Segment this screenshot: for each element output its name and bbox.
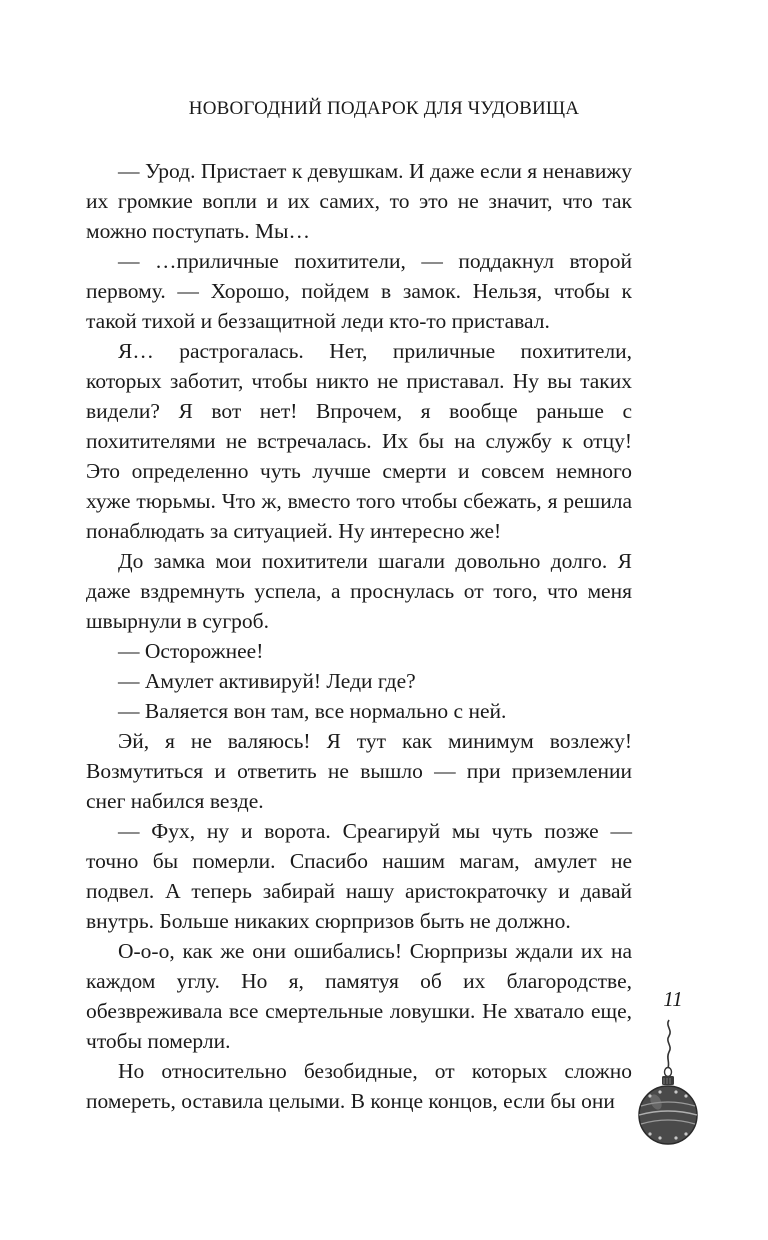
paragraph: Я… растрогалась. Нет, приличные похитители, которых заботит, чтобы никто не приставал. Ну вы таких видели? Я вот нет! Впрочем, я вообще раньше с похитителями не встречалась. Их бы на службу к отцу! Это определенно чуть лучше смерти и совсем немного хуже тюрьмы. Что ж, вместо того чтобы сбежать, я решила понаблюдать за ситуацией. Ну интересно же! bbox=[86, 339, 632, 543]
christmas-bauble-icon bbox=[636, 1018, 698, 1158]
page-number: 11 bbox=[663, 987, 683, 1011]
paragraph: — Валяется вон там, все нормально с ней. bbox=[118, 699, 507, 723]
paragraph: Эй, я не валяюсь! Я тут как минимум возлежу! Возмутиться и ответить не вышло — при приземлении снег набился везде. bbox=[86, 729, 632, 813]
paragraph: — Амулет активируй! Леди где? bbox=[118, 669, 416, 693]
paragraph: — Фух, ну и ворота. Среагируй мы чуть позже — точно бы померли. Спасибо нашим магам, амулет не подвел. А теперь забирай нашу аристократочку и давай внутрь. Больше никаких сюрпризов быть не должно. bbox=[86, 819, 632, 933]
paragraph: До замка мои похитители шагали довольно долго. Я даже вздремнуть успела, а проснулась от того, что меня швырнули в сугроб. bbox=[86, 549, 632, 633]
body-text bbox=[86, 156, 632, 1116]
paragraph: — Урод. Пристает к девушкам. И даже если я ненавижу их громкие вопли и их самих, то это не значит, что так можно поступать. Мы… bbox=[86, 159, 632, 243]
running-head-title: НОВОГОДНИЙ ПОДАРОК ДЛЯ ЧУДОВИЩА bbox=[188, 98, 580, 119]
paragraph: Но относительно безобидные, от которых сложно помереть, оставила целыми. В конце концов, если бы они bbox=[86, 1059, 632, 1113]
paragraph: — …приличные похитители, — поддакнул второй первому. — Хорошо, пойдем в замок. Нельзя, чтобы к такой тихой и беззащитной леди кто-то приставал. bbox=[86, 249, 632, 333]
paragraph: — Осторожнее! bbox=[118, 639, 264, 663]
paragraph: О-о-о, как же они ошибались! Сюрпризы ждали их на каждом углу. Но я, памятуя об их благородстве, обезвреживала все смертельные ловушки. Не хватало еще, чтобы померли. bbox=[86, 939, 632, 1053]
